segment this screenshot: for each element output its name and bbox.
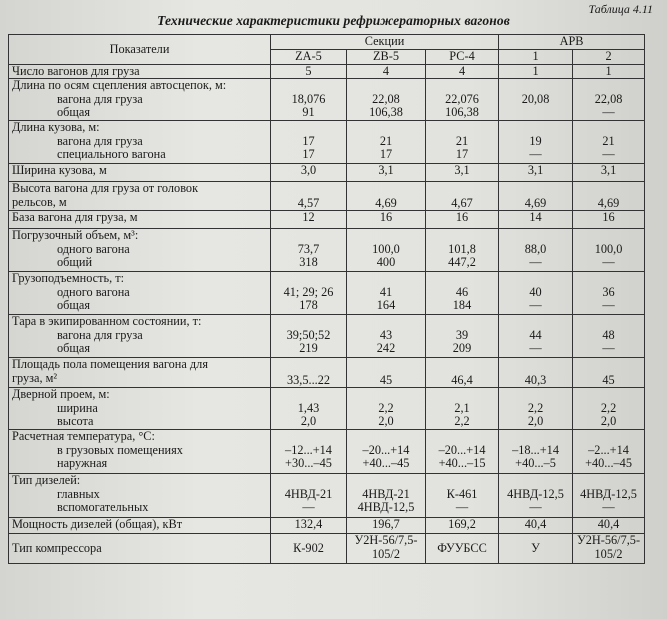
cell-value: 2,2	[454, 414, 470, 428]
cell-value: +30...–45	[285, 456, 332, 470]
cell-value: 1	[532, 63, 539, 78]
cell-value: 1,43	[297, 400, 320, 415]
value-cell	[499, 430, 573, 474]
cell-value: 17	[379, 147, 393, 161]
value-cell	[271, 315, 347, 358]
cell-value: 91	[302, 105, 315, 119]
cell-value: 41; 29; 26	[283, 284, 334, 299]
row-label-line: наружная	[57, 456, 108, 470]
row-label-line: вагона для груза	[57, 327, 143, 342]
cell-value: 4	[458, 63, 466, 78]
table-row	[9, 518, 645, 534]
row-label-line: Ширина кузова, м	[12, 163, 107, 177]
row-label	[9, 79, 271, 121]
cell-value: 22,08	[372, 91, 400, 106]
cell-value: 3,1	[378, 163, 394, 177]
value-cell	[499, 272, 573, 315]
cell-value: 106,38	[445, 105, 479, 119]
specs-table	[8, 34, 645, 564]
row-label-line: общая	[57, 341, 90, 355]
value-cell	[499, 474, 573, 518]
col-group-sections: Секции	[271, 35, 499, 50]
value-cell	[499, 315, 573, 358]
cell-value: 447,2	[448, 255, 476, 269]
cell-value: 40,4	[597, 517, 620, 531]
row-label-line: Длина по осям сцепления автосцепок, м:	[12, 78, 227, 92]
table-row	[9, 358, 645, 388]
table-row	[9, 534, 645, 564]
cell-value: —	[602, 147, 615, 161]
value-cell	[271, 518, 347, 534]
cell-value: 21	[379, 133, 393, 148]
row-label-line: рельсов, м	[12, 194, 67, 209]
table-row	[9, 430, 645, 474]
row-label	[9, 315, 271, 358]
cell-value: 169,2	[448, 517, 476, 531]
cell-value: +40...–45	[585, 456, 632, 470]
value-cell	[426, 164, 499, 182]
value-cell	[499, 229, 573, 272]
value-cell	[426, 534, 499, 564]
cell-value: –18...+14	[512, 442, 559, 457]
table-number: Таблица 4.11	[588, 2, 653, 16]
cell-value: 17	[302, 147, 315, 161]
cell-value: —	[602, 105, 615, 119]
cell-value: 48	[602, 327, 615, 342]
value-cell	[499, 358, 573, 388]
value-cell	[499, 164, 573, 182]
cell-value: У	[531, 540, 540, 555]
cell-value: 39	[455, 327, 469, 342]
row-label	[9, 182, 271, 211]
cell-value: 2,0	[600, 414, 617, 428]
row-label-line: вспомогательных	[57, 500, 149, 514]
cell-value: —	[602, 298, 615, 312]
value-cell	[271, 430, 347, 474]
row-label-line: общая	[57, 298, 90, 312]
cell-value: 46	[455, 284, 469, 299]
cell-value: 22,08	[594, 91, 623, 106]
row-label-line: Тип компрессора	[12, 540, 102, 555]
cell-value: —	[529, 341, 542, 355]
row-label-line: груза, м²	[12, 370, 58, 385]
cell-value: 88,0	[524, 241, 547, 256]
cell-value: —	[602, 500, 615, 514]
value-cell	[573, 474, 645, 518]
cell-value: 4НВД-21	[284, 486, 333, 501]
cell-value: 209	[452, 341, 472, 355]
cell-value: —	[529, 255, 542, 269]
cell-value: 101,8	[448, 241, 476, 256]
cell-value: 132,4	[294, 517, 323, 531]
cell-value: 21	[602, 133, 615, 148]
row-label-line: ширина	[57, 400, 98, 415]
row-label-line: Погрузочный объем, м³:	[12, 228, 139, 242]
value-cell	[573, 358, 645, 388]
col-header-za5: ZA-5	[271, 49, 347, 64]
row-label-line: Длина кузова, м:	[12, 120, 100, 134]
row-label	[9, 430, 271, 474]
row-label	[9, 64, 271, 79]
col-group-arv: АРВ	[499, 35, 645, 50]
cell-value: 16	[602, 210, 615, 224]
cell-value: 20,08	[521, 91, 550, 106]
table-row	[9, 121, 645, 164]
cell-value: 45	[379, 372, 393, 387]
value-cell	[347, 272, 426, 315]
row-label	[9, 272, 271, 315]
cell-value: 17	[455, 147, 469, 161]
value-cell	[271, 164, 347, 182]
value-cell	[271, 388, 347, 430]
cell-value: +40...–5	[515, 456, 556, 470]
cell-value: 40	[529, 284, 542, 299]
value-cell	[426, 358, 499, 388]
cell-value: —	[529, 500, 542, 514]
row-label-line: вагона для груза	[57, 133, 143, 148]
cell-value: –20...+14	[438, 442, 486, 457]
table-row	[9, 272, 645, 315]
cell-value: 41	[379, 284, 393, 299]
value-cell	[271, 121, 347, 164]
table-row	[9, 474, 645, 518]
cell-value: 19	[529, 133, 542, 148]
table-title: Технические характеристики рефрижераторных вагонов	[157, 13, 510, 28]
cell-value: 100,0	[372, 241, 400, 256]
row-label-line: Высота вагона для груза от головок	[12, 181, 199, 195]
cell-value: 178	[299, 298, 318, 312]
cell-value: 12	[302, 210, 315, 224]
col-header-indicators: Показатели	[9, 35, 271, 65]
cell-value: 184	[452, 298, 472, 312]
cell-value: 2,2	[600, 400, 617, 415]
value-cell	[573, 121, 645, 164]
cell-value: –12...+14	[285, 442, 332, 457]
cell-value: 4,57	[297, 195, 320, 210]
cell-value: 4,69	[597, 195, 620, 210]
value-cell	[499, 518, 573, 534]
value-cell	[347, 358, 426, 388]
value-cell	[426, 229, 499, 272]
value-cell	[347, 79, 426, 121]
value-cell	[426, 79, 499, 121]
cell-value: 40,4	[524, 517, 547, 531]
table-row	[9, 79, 645, 121]
cell-value: +40...–15	[438, 456, 486, 470]
row-label-line: Расчетная температура, °С:	[12, 429, 155, 443]
cell-value: —	[455, 500, 469, 514]
value-cell	[499, 64, 573, 79]
row-label	[9, 534, 271, 564]
row-label	[9, 388, 271, 430]
cell-value: 3,1	[454, 163, 470, 177]
cell-value: У2Н-56/7,5-	[577, 533, 641, 547]
value-cell	[573, 534, 645, 564]
row-label-line: База вагона для груза, м	[12, 210, 138, 224]
value-cell	[426, 388, 499, 430]
cell-value: 105/2	[371, 546, 400, 561]
cell-value: 14	[529, 210, 542, 224]
cell-value: —	[529, 298, 542, 312]
row-label-line: Площадь пола помещения вагона для	[12, 357, 208, 371]
value-cell	[426, 64, 499, 79]
value-cell	[426, 315, 499, 358]
value-cell	[499, 79, 573, 121]
cell-value: 21	[455, 133, 469, 148]
value-cell	[271, 474, 347, 518]
cell-value: 2,2	[527, 400, 544, 415]
value-cell	[426, 272, 499, 315]
cell-value: 40,3	[524, 372, 547, 387]
value-cell	[573, 182, 645, 211]
row-label-line: в грузовых помещениях	[57, 442, 183, 457]
value-cell	[271, 534, 347, 564]
cell-value: 2,0	[527, 414, 544, 428]
cell-value: —	[302, 500, 315, 514]
cell-value: 3,0	[300, 163, 317, 177]
cell-value: –2...+14	[588, 442, 629, 457]
cell-value: 4НВД-12,5	[507, 486, 564, 501]
row-label-line: Тара в экипированном состоянии, т:	[12, 314, 202, 328]
cell-value: 106,38	[369, 105, 403, 119]
value-cell	[426, 430, 499, 474]
table-row	[9, 64, 645, 79]
cell-value: 18,076	[291, 91, 326, 106]
value-cell	[499, 388, 573, 430]
cell-value: 36	[602, 284, 615, 299]
cell-value: 4НВД-12,5	[580, 486, 637, 501]
value-cell	[271, 358, 347, 388]
cell-value: 400	[376, 255, 396, 269]
cell-value: +40...–45	[362, 456, 410, 470]
cell-value: 318	[299, 255, 318, 269]
cell-value: 43	[379, 327, 393, 342]
cell-value: 16	[455, 210, 469, 224]
cell-value: —	[602, 341, 615, 355]
value-cell	[347, 64, 426, 79]
row-label-line: Грузоподъемность, т:	[12, 271, 125, 285]
cell-value: —	[602, 255, 615, 269]
cell-value: 3,1	[600, 163, 617, 177]
cell-value: 219	[299, 341, 318, 355]
row-label	[9, 121, 271, 164]
row-label-line: Тип дизелей:	[12, 473, 81, 487]
row-label-line: Число вагонов для груза	[12, 63, 140, 78]
value-cell	[573, 229, 645, 272]
cell-value: 46,4	[451, 372, 473, 387]
row-label-line: общая	[57, 105, 90, 119]
value-cell	[573, 518, 645, 534]
col-header-zb5: ZB-5	[347, 49, 426, 64]
value-cell	[573, 315, 645, 358]
value-cell	[573, 64, 645, 79]
cell-value: —	[529, 147, 542, 161]
cell-value: 2,0	[300, 414, 317, 428]
value-cell	[347, 182, 426, 211]
value-cell	[271, 64, 347, 79]
cell-value: 4	[382, 63, 390, 78]
col-header-rs4: РС-4	[426, 49, 499, 64]
cell-value: 3,1	[527, 163, 544, 177]
row-label-line: специального вагона	[57, 147, 166, 161]
value-cell	[347, 474, 426, 518]
value-cell	[426, 474, 499, 518]
value-cell	[347, 534, 426, 564]
value-cell	[347, 388, 426, 430]
cell-value: –20...+14	[362, 442, 410, 457]
value-cell	[347, 229, 426, 272]
value-cell	[573, 164, 645, 182]
cell-value: 45	[602, 372, 615, 387]
value-cell	[499, 534, 573, 564]
row-label-line: Дверной проем, м:	[12, 387, 110, 401]
value-cell	[347, 315, 426, 358]
cell-value: 4,67	[451, 195, 473, 210]
value-cell	[426, 182, 499, 211]
value-cell	[499, 211, 573, 229]
cell-value: 33,5...22	[286, 372, 331, 387]
value-cell	[499, 182, 573, 211]
row-label-line: вагона для груза	[57, 91, 143, 106]
table-row	[9, 164, 645, 182]
cell-value: 73,7	[297, 241, 320, 256]
value-cell	[347, 211, 426, 229]
cell-value: 2,0	[378, 414, 394, 428]
cell-value: У2Н-56/7,5-	[354, 533, 418, 547]
table-row	[9, 388, 645, 430]
cell-value: 2,2	[378, 400, 394, 415]
row-label	[9, 358, 271, 388]
row-label-line: общий	[57, 255, 93, 269]
value-cell	[573, 79, 645, 121]
cell-value: 39;50;52	[286, 327, 331, 342]
cell-value: 22,076	[445, 91, 479, 106]
cell-value: 4,69	[524, 195, 547, 210]
col-header-arv1: 1	[499, 49, 573, 64]
value-cell	[271, 182, 347, 211]
cell-value: 44	[529, 327, 542, 342]
value-cell	[271, 79, 347, 121]
value-cell	[573, 430, 645, 474]
row-label	[9, 229, 271, 272]
row-label	[9, 164, 271, 182]
value-cell	[426, 211, 499, 229]
cell-value: 164	[376, 298, 396, 312]
table-row	[9, 229, 645, 272]
value-cell	[573, 211, 645, 229]
table-row	[9, 182, 645, 211]
cell-value: 17	[302, 133, 315, 148]
cell-value: 1	[605, 63, 612, 78]
cell-value: 4НВД-12,5	[357, 500, 415, 514]
cell-value: ФУУБСС	[437, 540, 487, 555]
value-cell	[426, 121, 499, 164]
value-cell	[271, 211, 347, 229]
row-label-line: одного вагона	[57, 241, 130, 256]
cell-value: 100,0	[594, 241, 623, 256]
cell-value: 242	[376, 341, 396, 355]
value-cell	[499, 121, 573, 164]
cell-value: 5	[305, 63, 312, 78]
row-label-line: одного вагона	[57, 284, 130, 299]
table-row	[9, 211, 645, 229]
cell-value: 196,7	[372, 517, 400, 531]
col-header-arv2: 2	[573, 49, 645, 64]
cell-value: 16	[379, 210, 393, 224]
value-cell	[573, 272, 645, 315]
cell-value: К-902	[293, 540, 324, 555]
row-label-line: высота	[57, 414, 94, 428]
value-cell	[271, 272, 347, 315]
cell-value: 4НВД-21	[362, 486, 410, 501]
cell-value: К-461	[446, 486, 478, 501]
row-label	[9, 211, 271, 229]
row-label	[9, 474, 271, 518]
value-cell	[426, 518, 499, 534]
value-cell	[347, 430, 426, 474]
value-cell	[271, 229, 347, 272]
cell-value: 2,1	[454, 400, 470, 415]
value-cell	[347, 164, 426, 182]
value-cell	[573, 388, 645, 430]
value-cell	[347, 518, 426, 534]
cell-value: 105/2	[594, 546, 623, 561]
value-cell	[347, 121, 426, 164]
row-label-line: главных	[57, 486, 100, 501]
row-label-line: Мощность дизелей (общая), кВт	[12, 517, 183, 531]
cell-value: 4,69	[375, 195, 397, 210]
table-row	[9, 315, 645, 358]
row-label	[9, 518, 271, 534]
